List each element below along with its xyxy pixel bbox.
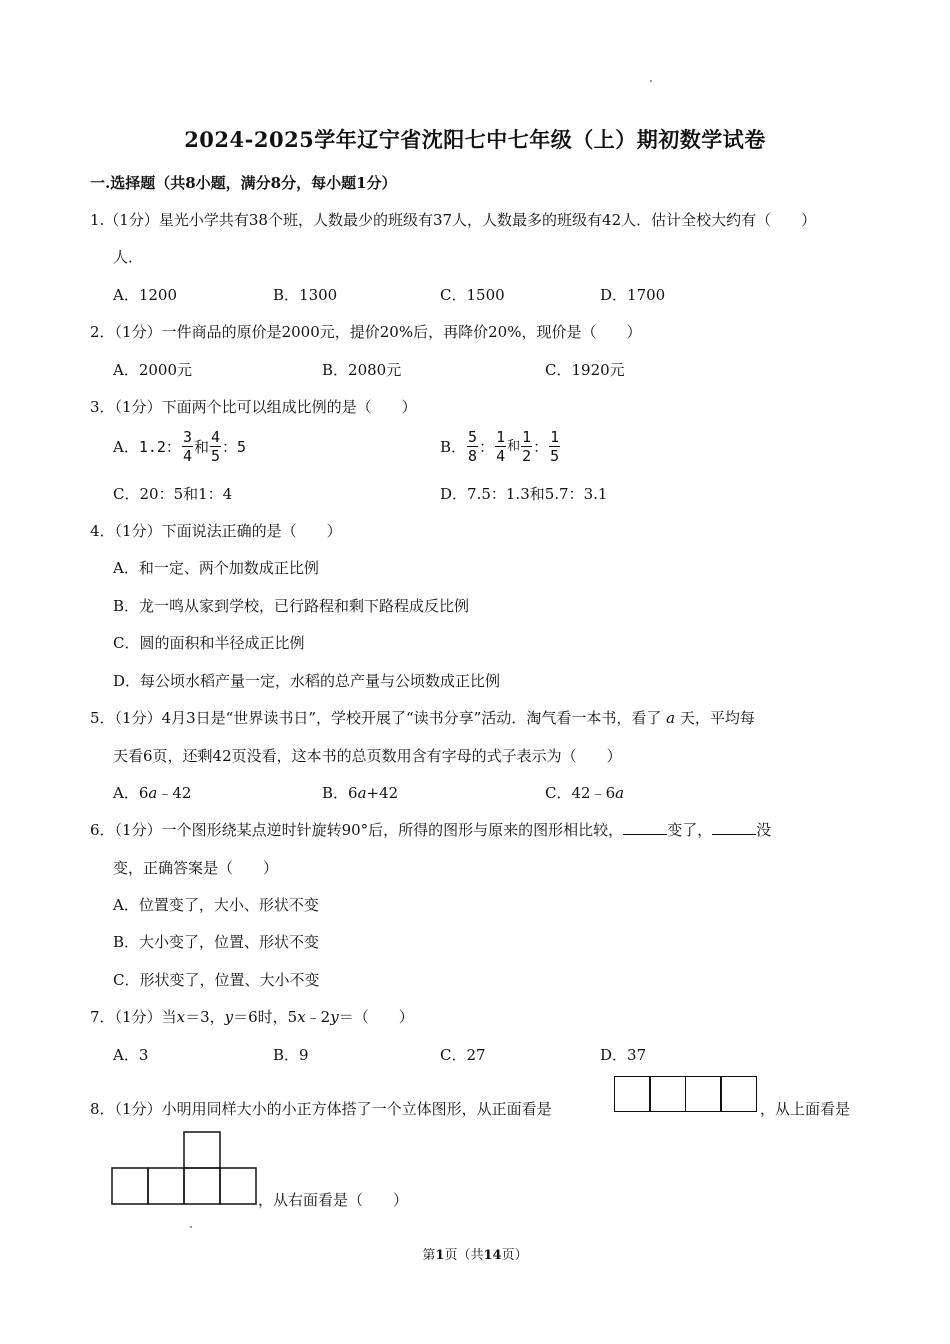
question-8-stem: 8．（1分）小明用同样大小的小正方体搭了一个立体图形，从正面看是 xyxy=(90,1100,552,1118)
top-view-cell xyxy=(184,1132,220,1168)
question-5-option-a: A．6a﹣42 xyxy=(113,784,192,802)
ratio-lead: 1.2： xyxy=(138,437,181,456)
question-1-option-a: A．1200 xyxy=(113,286,178,304)
question-6-option-b: B．大小变了，位置、形状不变 xyxy=(113,933,320,951)
ratio-colon: ： xyxy=(533,437,549,456)
question-3-option-a xyxy=(113,428,246,465)
page-footer: 第1页（共14页） xyxy=(422,1248,528,1263)
question-8-stem-b: ，从上面看是 xyxy=(760,1100,851,1118)
question-4-option-b: B．龙一鸣从家到学校，已行路程和剩下路程成反比例 xyxy=(113,597,470,615)
scan-speck xyxy=(190,1226,192,1228)
question-1-option-d: D．1700 xyxy=(600,286,666,304)
question-2-option-b: B．2080元 xyxy=(322,361,402,379)
question-1-option-b: B．1300 xyxy=(273,286,338,304)
question-1-stem: 1.（1分）星光小学共有38个班，人数最少的班级有37人，人数最多的班级有42人．估计全校大约有（ ） xyxy=(90,211,817,229)
top-view-cell xyxy=(148,1168,184,1204)
section-heading: 一.选择题（共8小题，满分8分，每小题1分） xyxy=(90,174,397,192)
top-view-cell xyxy=(112,1168,148,1204)
question-3-option-c: C．20：5和1：4 xyxy=(113,485,233,503)
ratio-tail: ：5 xyxy=(222,437,247,456)
fraction: $\frac{1}{5}$ xyxy=(550,428,560,465)
scan-speck xyxy=(650,80,652,82)
fraction: $\frac{5}{8}$ xyxy=(468,428,478,465)
top-view-figure xyxy=(110,1130,260,1206)
page-number: 1 xyxy=(435,1248,445,1263)
question-1-stem-cont: 人． xyxy=(113,248,144,266)
top-view-cell xyxy=(220,1168,256,1204)
page-title: 2024-2025学年辽宁省沈阳七中七年级（上）期初数学试卷 xyxy=(184,127,766,152)
fraction: $\frac{1}{2}$ xyxy=(522,428,532,465)
question-6-stem-cont: 变，正确答案是（ ） xyxy=(113,859,279,877)
question-4-option-d: D．每公顷水稻产量一定，水稻的总产量与公顷数成正比例 xyxy=(113,672,501,690)
question-4-stem: 4．（1分）下面说法正确的是（ ） xyxy=(90,522,342,540)
question-7-option-b: B．9 xyxy=(273,1046,309,1064)
question-6-option-c: C．形状变了，位置、大小不变 xyxy=(113,971,320,989)
question-3-stem: 3．（1分）下面两个比可以组成比例的是（ ） xyxy=(90,398,417,416)
fraction: $\frac{4}{5}$ xyxy=(210,428,221,465)
ratio-colon: ： xyxy=(479,437,495,456)
question-7-stem: 7．（1分）当x＝3，y＝6时，5x﹣2y＝（ ） xyxy=(90,1008,414,1026)
question-8-stem-cont: ，从右面看是（ ） xyxy=(258,1191,409,1209)
variable-a: a xyxy=(666,709,676,727)
question-7-option-a: A．3 xyxy=(113,1046,149,1064)
question-2-option-a: A．2000元 xyxy=(113,361,193,379)
conjunction: 和 xyxy=(507,438,521,454)
top-view-cell xyxy=(184,1168,220,1204)
question-3-option-b xyxy=(440,428,561,465)
front-view-figure xyxy=(615,1076,757,1112)
answer-blank[interactable] xyxy=(712,820,756,835)
question-2-stem: 2．（1分）一件商品的原价是2000元，提价20%后，再降价20%，现价是（ ） xyxy=(90,323,642,341)
option-letter: B． xyxy=(440,437,467,456)
question-5-stem: 5．（1分）4月3日是“世界读书日”，学校开展了“读书分享”活动．淘气看一本书，看了 a 天，平均每 xyxy=(90,709,755,727)
question-1-option-c: C．1500 xyxy=(440,286,505,304)
question-5-option-c: C．42﹣6a xyxy=(545,784,625,802)
fraction: $\frac{3}{4}$ xyxy=(182,428,192,465)
question-6-stem: 6．（1分）一个图形绕某点逆时针旋转90°后，所得的图形与原来的图形相比较， 变了， 没 xyxy=(90,821,772,839)
question-5-stem-cont: 天看6页，还剩42页没看，这本书的总页数用含有字母的式子表示为（ ） xyxy=(113,747,622,765)
fraction: $\frac{1}{4}$ xyxy=(496,428,506,465)
option-letter: A． xyxy=(113,437,139,456)
question-6-option-a: A．位置变了，大小、形状不变 xyxy=(113,896,319,914)
question-4-option-c: C．圆的面积和半径成正比例 xyxy=(113,634,305,652)
question-7-option-c: C．27 xyxy=(440,1046,486,1064)
question-3-option-d: D．7.5：1.3和5.7：3.1 xyxy=(440,485,608,503)
question-7-option-d: D．37 xyxy=(600,1046,647,1064)
conjunction: 和 xyxy=(193,437,209,456)
question-5-option-b: B．6a+42 xyxy=(322,784,399,802)
question-4-option-a: A．和一定、两个加数成正比例 xyxy=(113,559,319,577)
answer-blank[interactable] xyxy=(623,820,667,835)
total-pages: 14 xyxy=(483,1248,502,1263)
question-2-option-c: C．1920元 xyxy=(545,361,625,379)
